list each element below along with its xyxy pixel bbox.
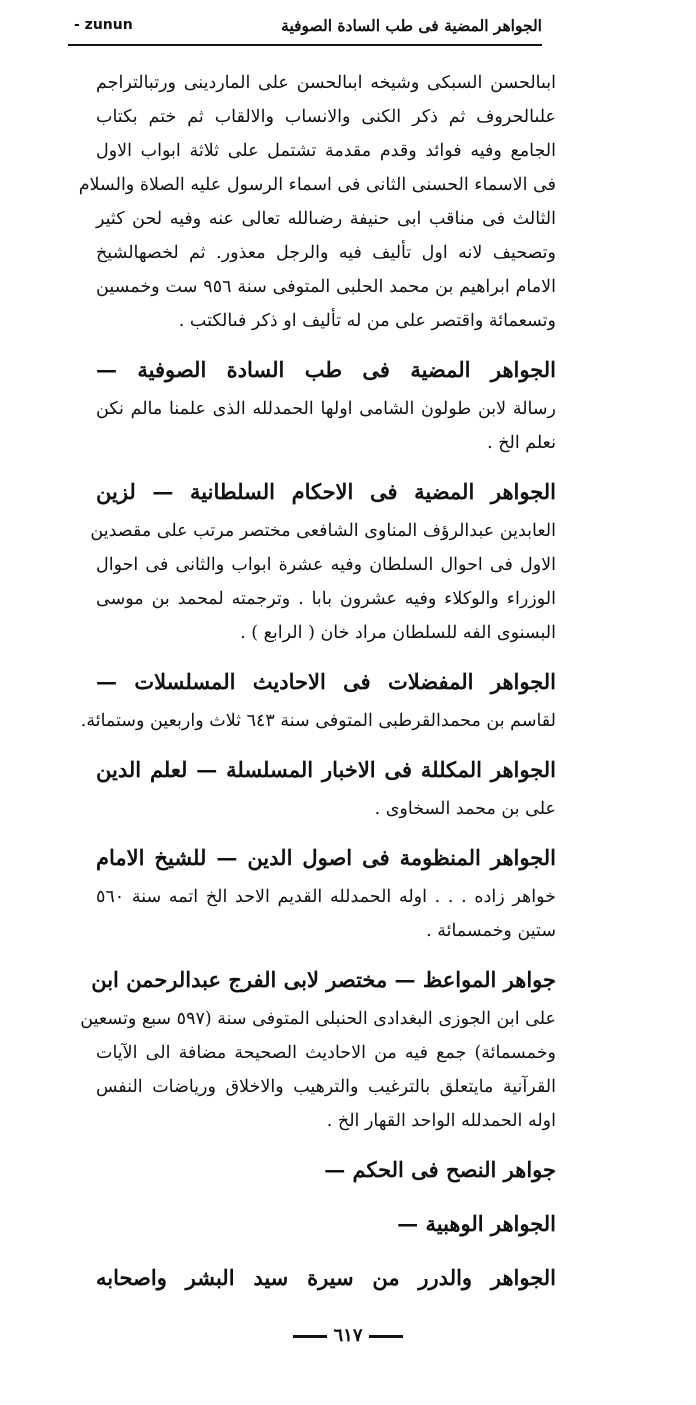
text-line: ستين وخمسمائة . <box>426 921 556 941</box>
text-line: القرآنية مايتعلق بالترغيب والترهيب والاخلاق ورياضات النفس <box>96 1077 556 1097</box>
entry-heading: الجواهر والدرر من سيرة سيد البشر واصحابه <box>96 1265 556 1290</box>
entry-heading: الجواهر المضية فى الاحكام السلطانية — لزين <box>96 479 556 504</box>
text-line: الوزراء والوكلاء وفيه عشرون بابا . وترجمته لمحمد بن موسى <box>96 589 556 609</box>
text-line: البسنوى الفه للسلطان مراد خان ( الرابع ) . <box>240 623 556 643</box>
entry-heading: جواهر المواعظ — مختصر لابى الفرج عبدالرحمن ابن <box>91 967 556 992</box>
text-line: فى الاسماء الحسنى الثانى فى اسماء الرسول عليه الصلاة والسلام <box>78 175 556 195</box>
text-line: رسالة لابن طولون الشامى اولها الحمدلله الذى علمنا مالم نكن <box>96 399 556 419</box>
site-mark: - zunun <box>74 17 133 33</box>
entry-heading: الجواهر المضية فى طب السادة الصوفية — <box>96 357 556 382</box>
text-line: خواهر زاده . . . اوله الحمدلله القديم الاحد الخ اتمه سنة ٥٦٠ <box>96 887 556 907</box>
text-line: الاول فى احوال السلطان وفيه عشرة ابواب والثانى فى احوال <box>96 555 556 575</box>
text-line: الامام ابراهيم بن محمد الحلبى المتوفى سنة ٩٥٦ ست وخمسين <box>96 277 556 297</box>
text-line: علىالحروف ثم ذكر الكنى والانساب والالقاب ثم ختم بكتاب <box>96 107 556 127</box>
text-line: اوله الحمدلله الواحد القهار الخ . <box>326 1111 556 1131</box>
page-number: ٦١٧ <box>333 1325 363 1346</box>
text-line: العابدين عبدالرؤف المناوى الشافعى مختصر مرتب على مقصدين <box>90 521 556 541</box>
text-line: وخمسمائة) جمع فيه من الاحاديث الصحيحة مضافة الى الآيات <box>96 1043 556 1063</box>
text-line: الثالث فى مناقب ابى حنيفة رضىالله تعالى عنه وفيه لحن كثير <box>96 209 556 229</box>
text-line: وتصحيف لانه اول تأليف فيه والرجل معذور. ثم لخصهالشيخ <box>96 243 556 263</box>
running-header <box>68 14 542 46</box>
text-line: الجامع وفيه فوائد وقدم مقدمة تشتمل على ثلاثة ابواب الاول <box>96 141 556 161</box>
entry-heading: الجواهر المنظومة فى اصول الدين — للشيخ الامام <box>96 845 556 870</box>
text-line: لقاسم بن محمدالقرطبى المتوفى سنة ٦٤٣ ثلاث واربعين وستمائة. <box>80 711 556 731</box>
text-line: نعلم الخ . <box>487 433 556 453</box>
text-line: على بن محمد السخاوى . <box>374 799 556 819</box>
text-line: ابىالحسن السبكى وشيخه ابىالحسن على الماردينى ورتبالتراجم <box>96 73 556 93</box>
page-number-footer <box>0 1325 696 1346</box>
entry-heading: الجواهر الوهبية — <box>397 1211 556 1236</box>
text-line: على ابن الجوزى البغدادى الحنبلى المتوفى سنة (٥٩٧ سبع وتسعين <box>80 1009 556 1029</box>
text-line: وتسعمائة واقتصر على من له تأليف او ذكر فىالكتب . <box>178 311 556 331</box>
entry-heading: الجواهر المكللة فى الاخبار المسلسلة — لعلم الدين <box>96 757 557 782</box>
page-body <box>78 66 557 1300</box>
folio-dash-left <box>293 1335 327 1338</box>
entry-heading: جواهر النصح فى الحكم — <box>324 1157 556 1182</box>
running-title: الجواهر المضية فى طب السادة الصوفية <box>281 16 542 35</box>
entry-heading: الجواهر المفضلات فى الاحاديث المسلسلات — <box>96 669 556 694</box>
folio-dash-right <box>369 1335 403 1338</box>
